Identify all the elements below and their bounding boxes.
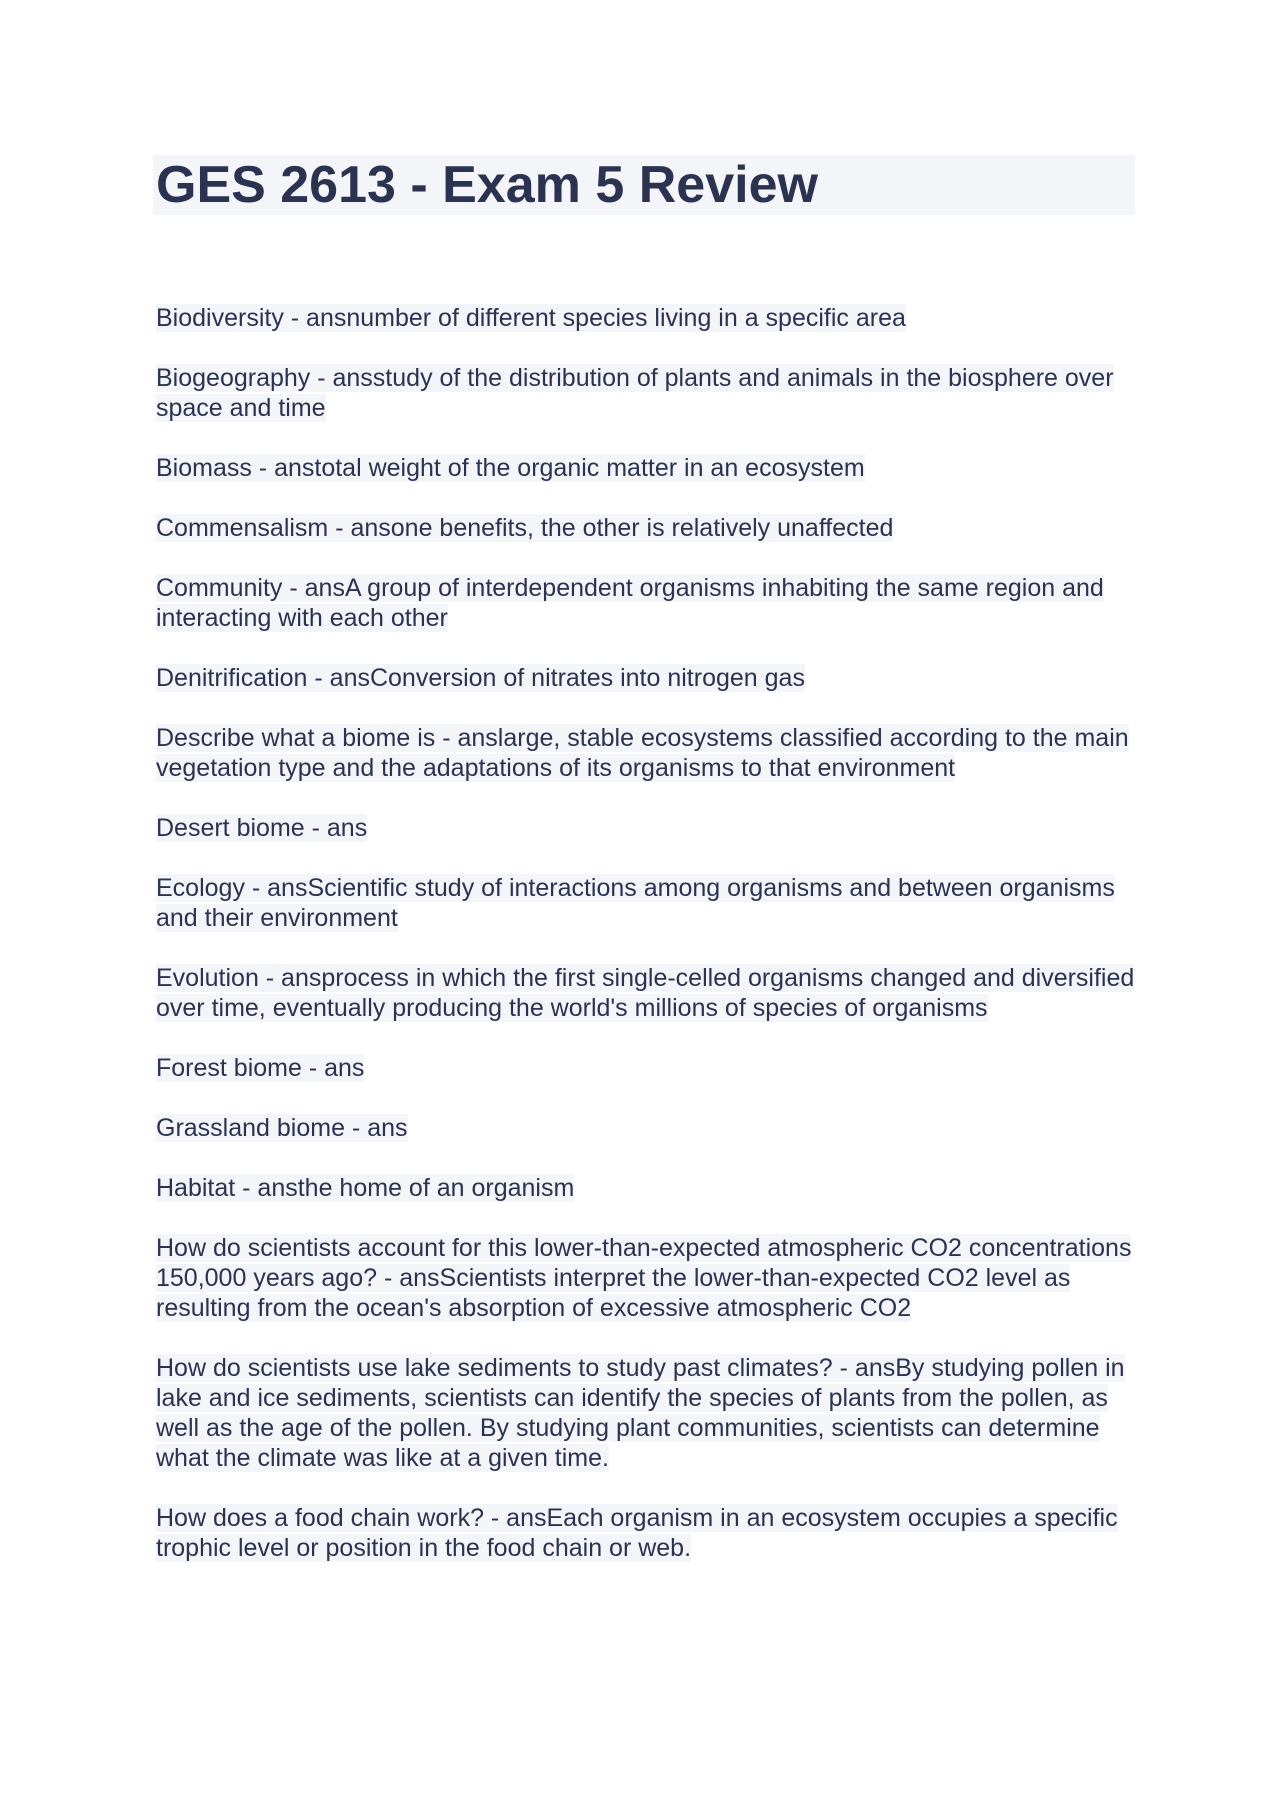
term-entry [156,303,1136,333]
term-entry [156,1233,1136,1323]
term-entry-text: Grassland biome - ans [156,1114,408,1142]
term-list [156,303,1136,1593]
term-entry-text: Community - ansA group of interdependent organisms inhabiting the same region and interacting with each other [156,574,1104,632]
term-entry-text: How do scientists use lake sediments to study past climates? - ansBy studying pollen in lake and ice sediments, scientists can identify the species of plants from the pollen, as well as the age of the pollen. By studying plant communities, scientists can determine what the climate was like at a given time. [156,1354,1125,1472]
term-entry-text: Denitrification - ansConversion of nitrates into nitrogen gas [156,664,805,692]
page-title: GES 2613 - Exam 5 Review [156,156,818,214]
term-entry-text: Biodiversity - ansnumber of different species living in a specific area [156,304,906,332]
term-entry [156,963,1136,1023]
term-entry-text: Evolution - ansprocess in which the first single-celled organisms changed and diversified over time, eventually producing the world's millions of species of organisms [156,964,1135,1022]
term-entry [156,813,1136,843]
term-entry-text: How does a food chain work? - ansEach organism in an ecosystem occupies a specific trophic level or position in the food chain or web. [156,1504,1118,1562]
term-entry [156,453,1136,483]
term-entry-text: Forest biome - ans [156,1054,365,1082]
term-entry [156,663,1136,693]
term-entry-text: Habitat - ansthe home of an organism [156,1174,575,1202]
term-entry [156,1353,1136,1473]
term-entry [156,573,1136,633]
term-entry [156,513,1136,543]
term-entry [156,723,1136,783]
term-entry [156,1053,1136,1083]
term-entry-text: Ecology - ansScientific study of interactions among organisms and between organisms and their environment [156,874,1115,932]
term-entry-text: How do scientists account for this lower-than-expected atmospheric CO2 concentrations 150,000 years ago? - ansScientists interpret the lower-than-expected CO2 level as resulting from the ocean's absorption of excessive atmospheric CO2 [156,1234,1132,1322]
term-entry-text: Desert biome - ans [156,814,368,842]
term-entry [156,1173,1136,1203]
term-entry-text: Biogeography - ansstudy of the distribution of plants and animals in the biosphere over space and time [156,364,1114,422]
term-entry-text: Commensalism - ansone benefits, the other is relatively unaffected [156,514,894,542]
term-entry-text: Biomass - anstotal weight of the organic matter in an ecosystem [156,454,865,482]
term-entry-text: Describe what a biome is - anslarge, stable ecosystems classified according to the main vegetation type and the adaptations of its organisms to that environment [156,724,1129,782]
term-entry [156,1503,1136,1563]
term-entry [156,1113,1136,1143]
term-entry [156,363,1136,423]
term-entry [156,873,1136,933]
